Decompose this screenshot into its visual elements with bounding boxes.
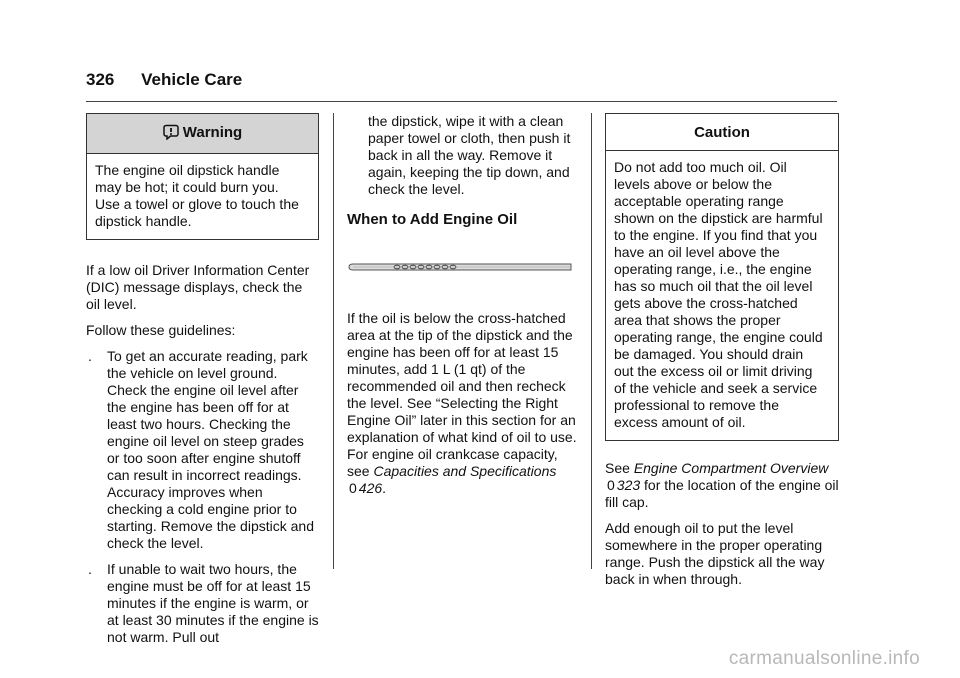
caution-line: has so much oil that the oil level xyxy=(614,278,813,294)
engine-compartment-link[interactable]: Engine Compartment Overview xyxy=(633,460,829,476)
page-header xyxy=(86,70,242,90)
add-enough-oil-paragraph: Add enough oil to put the level somewhere in the proper operating range. Push the dipstick all the way back in when through. xyxy=(605,520,825,587)
warning-line: The engine oil dipstick handle xyxy=(95,162,280,178)
subheading-when-to-add-oil: When to Add Engine Oil xyxy=(347,211,518,228)
caution-line: levels above or below the xyxy=(614,176,772,192)
list-item-text: To get an accurate reading, park the vehicle on level ground. Check the engine oil level after the engine has been off for at least two hours. Checking the engine oil level on steep grades or too soon after engine shutoff can result in incorrect readings. Accuracy improves when checking a cold engine prior to starting. Remove the dipstick and check the level. xyxy=(107,348,314,551)
engine-compartment-page-ref[interactable]: 323 xyxy=(616,477,641,493)
header-rule xyxy=(86,101,837,102)
warning-line: Use a towel or glove to touch the xyxy=(95,196,299,212)
low-oil-paragraph: If a low oil Driver Information Center (DIC) message displays, check the oil level. xyxy=(86,262,310,312)
warning-line: may be hot; it could burn you. xyxy=(95,179,279,195)
caution-title: Caution xyxy=(606,114,838,151)
caution-line: acceptable operating range xyxy=(614,193,784,209)
warning-header xyxy=(87,114,318,154)
warning-icon xyxy=(163,124,179,144)
warning-title: Warning xyxy=(182,124,243,141)
add-oil-paragraph: If the oil is below the cross-hatched area at the tip of the dipstick and the engine has been off for at least 15 minutes, add 1 L (1 qt) of the recommended oil and then recheck the level. See “Selecting the Right Engine Oil” later in this section for an explanation of what kind of oil to use. For engine oil crankcase capacity, see Capacities and Specifications 0 426. xyxy=(347,310,577,496)
continued-bullet-text: the dipstick, wipe it with a clean paper towel or cloth, then push it back in all the way. Remove it again, keeping the tip down, and check the level. xyxy=(368,113,571,197)
caution-line: excess amount of oil. xyxy=(614,414,746,430)
guidelines-list xyxy=(86,348,319,646)
capacities-link[interactable]: Capacities and Specifications xyxy=(373,463,557,479)
caution-line: operating range, the engine could xyxy=(614,329,823,345)
column-1 xyxy=(86,113,319,655)
column-divider-1 xyxy=(333,113,334,569)
column-3 xyxy=(605,113,839,597)
caution-line: to the engine. If you find that you xyxy=(614,227,818,243)
bullet-symbol: . xyxy=(88,561,92,577)
caution-line: out the excess oil or limit driving xyxy=(614,363,813,379)
page-number: 326 xyxy=(86,70,115,89)
page-reference-icon: 0 xyxy=(349,480,357,496)
watermark: carmanualsonline.info xyxy=(728,648,920,669)
caution-line: of the vehicle and seek a service xyxy=(614,380,818,396)
list-item-text: If unable to wait two hours, the engine must be off for at least 15 minutes if the engine is warm, or at least 30 minutes if the engine is not warm. Pull out xyxy=(107,561,319,645)
warning-line: dipstick handle. xyxy=(95,213,192,229)
caution-line: Do not add too much oil. Oil xyxy=(614,159,787,175)
guidelines-intro: Follow these guidelines: xyxy=(86,322,236,338)
caution-box xyxy=(605,113,839,441)
caution-line: professional to remove the xyxy=(614,397,779,413)
column-divider-2 xyxy=(591,113,592,569)
bullet-symbol: . xyxy=(88,348,92,364)
caution-line: have an oil level above the xyxy=(614,244,780,260)
section-title: Vehicle Care xyxy=(141,70,243,89)
list-item xyxy=(86,348,319,552)
caution-line: area that shows the proper xyxy=(614,312,781,328)
warning-box xyxy=(86,113,319,240)
see-engine-compartment-paragraph: See Engine Compartment Overview 0 323 for the location of the engine oil fill cap. xyxy=(605,460,839,510)
capacities-page-ref[interactable]: 426 xyxy=(358,480,383,496)
caution-body xyxy=(606,151,838,440)
list-item xyxy=(86,561,319,646)
column-2 xyxy=(347,113,580,506)
caution-line: shown on the dipstick are harmful xyxy=(614,210,823,226)
warning-body xyxy=(87,154,318,239)
page-reference-icon: 0 xyxy=(607,477,615,493)
caution-line: operating range, i.e., the engine xyxy=(614,261,812,277)
dipstick-illustration xyxy=(347,261,572,273)
caution-line: be damaged. You should drain xyxy=(614,346,804,362)
caution-line: gets above the cross-hatched xyxy=(614,295,798,311)
